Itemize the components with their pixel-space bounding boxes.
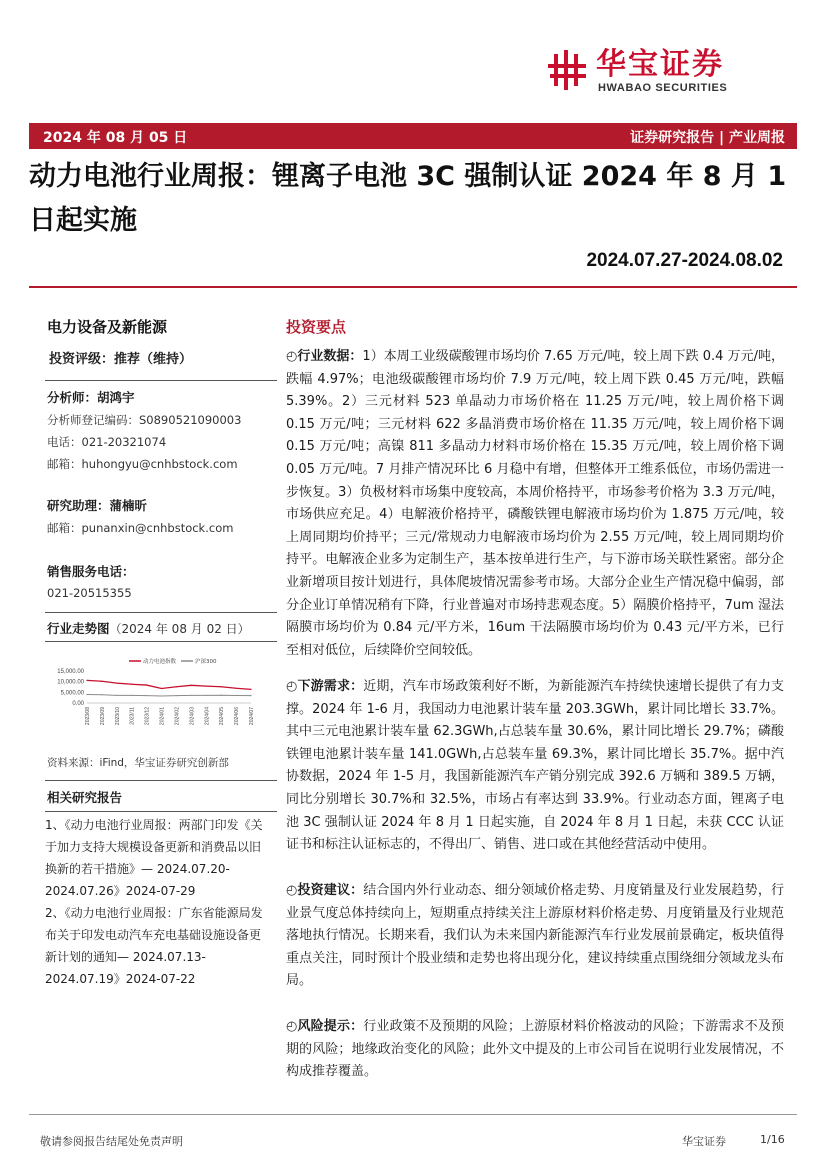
data-point: [146, 684, 147, 685]
analyst-email[interactable]: 邮箱：huhongyu@cnhbstock.com: [47, 457, 238, 471]
risk-warning-paragraph: [286, 1016, 784, 1084]
report-type: 证券研究报告 | 产业周报: [630, 130, 785, 146]
data-point: [191, 685, 192, 686]
x-tick-label: 2023/11: [129, 707, 136, 725]
report-title: 动力电池行业周报：锂离子电池 3C 强制认证 2024 年 8 月 1 日起实施: [29, 161, 787, 236]
y-tick-label: 0.00: [72, 701, 84, 707]
para-label: 下游需求：: [297, 679, 364, 694]
data-point: [191, 695, 192, 696]
footer-brand: 华宝证券: [682, 1135, 726, 1148]
analyst-reg: 分析师登记编码：S0890521090003: [47, 413, 242, 427]
divider: [45, 641, 277, 642]
assistant-email[interactable]: 邮箱：punanxin@cnhbstock.com: [47, 521, 234, 535]
hwabao-logo-icon: [548, 50, 588, 90]
related-title: 相关研究报告: [47, 790, 123, 805]
para-text: 近期，汽车市场政策利好不断，为新能源汽车持续快速增长提供了有力支撑。2024 年 1-6 月，我国动力电池累计装车量 203.3GWh，累计同比增长 33.7%。其中三元电池累计装车量 62.3GWh,占总装车量 30.6%，累计同比增长 29.7%；磷酸铁锂电池累计装车量 141.0GWh,占总装车量 69.3%，累计同比增长 35.7%。据中汽协数据，2024 年 1-5 月，我国新能源汽车产销分别完成 392.6 万辆和 389.5 万辆，同比分别增长 30.7%和 32.5%，市场占有率达到 33.9%。行业动态方面，锂离子电池 3C 强制认证 2024 年 8 月 1 日起实施，自 2024 年 8 月 1 日起，未获 CCC 认证证书和标注认证标志的，不得出厂、销售、进口或在其他经营活动中使用。: [286, 679, 784, 853]
data-point: [206, 686, 207, 687]
analyst-label: 分析师：胡鸿宇: [47, 390, 135, 405]
series-line: [87, 680, 251, 689]
data-point: [131, 684, 132, 685]
trend-date: （2024 年 08 月 02 日）: [109, 622, 250, 636]
series-line: [87, 694, 251, 695]
x-tick-label: 2024/02: [174, 707, 181, 726]
industry-data-paragraph: [286, 346, 784, 662]
para-label: 行业数据：: [297, 349, 363, 364]
data-point: [101, 681, 102, 682]
report-date: 2024 年 08 月 05 日: [43, 130, 188, 146]
data-point: [250, 689, 251, 690]
data-point: [176, 686, 177, 687]
data-point: [131, 695, 132, 696]
x-tick-label: 2023/10: [114, 707, 121, 726]
para-label: 风险提示：: [297, 1019, 364, 1034]
para-text: 1）本周工业级碳酸锂市场均价 7.65 万元/吨，较上周下跌 0.4 万元/吨，跌幅 4.97%；电池级碳酸锂市场均价 7.9 万元/吨，较上周下跌 0.45 万元/吨，跌幅 5.39%。2）三元材料 523 单晶动力市场价格在 11.25 万元/吨，较上周价格下调 0.15 万元/吨；三元材料 622 多晶消费市场价格在 11.35 万元/吨，较上周价格下调 0.15 万元/吨；高镍 811 多晶动力材料市场价格在 15.35 万元/吨，较上周价格下调 0.05 万元/吨。7 月排产情况环比 6 月稳中有增，但整体开工维系低位，市场仍需进一步恢复。3）负极材料市场集中度较高，本周价格持平，市场参考价格为 3.3 万元/吨，市场供应充足。4）电解液价格持平，磷酸铁锂电解液市场均价为 1.875 万元/吨，较上周同期均价持平；三元/常规动力电解液市场均价为 2.55 万元/吨，较上周同期均价持平。电解液企业多为定制生产，基本按单进行生产，与下游市场关联性紧密。部分企业新增项目按计划进行，具体爬坡情况需参考市场。大部分企业生产情况稳中偏弱，部分企业订单情况稍有下降，行业普遍对市场持悲观态度。5）隔膜价格持平，7um 湿法隔膜市场均价为 0.84 元/平方米，16um 干法隔膜市场均价为 0.43 元/平方米，已行至相对低位，后续降价空间较低。: [286, 349, 784, 658]
para-text: 行业政策不及预期的风险；上游原材料价格波动的风险；下游需求不及预期的风险；地缘政治变化的风险；此外文中提及的上市公司旨在说明行业发展情况，不构成推荐覆盖。: [286, 1019, 784, 1080]
related-item[interactable]: 2、《动力电池行业周报：广东省能源局发布关于印发电动汽车充电基础设施设备更新计划的通知— 2024.07.13-2024.07.19》2024-07-22: [45, 906, 263, 986]
downstream-demand-paragraph: [286, 676, 784, 857]
investment-rating: 投资评级：推荐（维持）: [49, 352, 193, 367]
analyst-phone: 电话：021-20321074: [47, 435, 167, 449]
data-point: [221, 695, 222, 696]
data-point: [235, 688, 236, 689]
clock-bullet-icon: ◴: [286, 679, 298, 694]
divider: [45, 811, 277, 812]
related-item[interactable]: 1、《动力电池行业周报：两部门印发《关于加力支持大规模设备更新和消费品以旧换新的若干措施》— 2024.07.20-2024.07.26》2024-07-29: [45, 818, 263, 898]
trend-title: 行业走势图: [47, 621, 110, 636]
trend-title-row: [47, 618, 250, 637]
divider: [45, 380, 277, 381]
divider: [45, 780, 277, 781]
legend-label: 沪深300: [195, 659, 217, 665]
header-bar: [29, 123, 797, 149]
x-tick-label: 2023/08: [85, 707, 91, 726]
y-tick-label: 5,000.00: [60, 690, 84, 697]
data-point: [161, 688, 162, 689]
x-tick-label: 2024/07: [249, 707, 255, 726]
y-tick-label: 10,000.00: [57, 679, 84, 686]
chart-source: 资料来源：iFind，华宝证券研究创新部: [47, 757, 229, 769]
clock-bullet-icon: ◴: [286, 1019, 298, 1034]
para-label: 投资建议：: [297, 883, 364, 898]
x-tick-label: 2023/12: [144, 707, 151, 726]
data-point: [206, 695, 207, 696]
brand-name-cn: 华宝证券: [596, 47, 724, 82]
x-tick-label: 2024/03: [189, 707, 196, 726]
data-point: [116, 683, 117, 684]
x-tick-label: 2024/05: [219, 707, 226, 726]
company-logo: [548, 46, 778, 100]
clock-bullet-icon: ◴: [286, 883, 298, 898]
brand-name-en: HWABAO SECURITIES: [598, 82, 728, 94]
data-point: [146, 695, 147, 696]
sales-phone: 021-20515355: [47, 586, 132, 600]
x-tick-label: 2024/04: [204, 707, 211, 726]
data-point: [176, 695, 177, 696]
data-point: [86, 694, 87, 695]
report-period: 2024.07.27-2024.08.02: [586, 250, 783, 271]
data-point: [86, 680, 87, 681]
data-point: [116, 695, 117, 696]
data-point: [235, 695, 236, 696]
x-tick-label: 2024/01: [159, 707, 166, 726]
section-title: 投资要点: [286, 318, 347, 336]
sector-name: 电力设备及新能源: [47, 318, 168, 336]
x-tick-label: 2023/09: [99, 707, 106, 726]
data-point: [221, 686, 222, 687]
data-point: [161, 695, 162, 696]
industry-trend-chart: [45, 655, 255, 745]
legend-label: 动力电池指数: [143, 659, 177, 665]
disclaimer-note: 敬请参阅报告结尾处免责声明: [40, 1135, 183, 1148]
investment-advice-paragraph: [286, 880, 784, 993]
x-tick-label: 2024/06: [234, 707, 241, 726]
footer-divider: [29, 1114, 797, 1115]
sales-label: 销售服务电话：: [47, 564, 135, 579]
clock-bullet-icon: ◴: [286, 349, 298, 364]
data-point: [250, 695, 251, 696]
para-text: 结合国内外行业动态、细分领域价格走势、月度销量及行业发展趋势，行业景气度总体持续向上，短期重点持续关注上游原材料价格走势、月度销量及行业规范落地执行情况。长期来看，我们认为未来国内新能源汽车行业发展前景确定，板块值得重点关注，同时预计个股业绩和走势也将出现分化，建议持续重点围绕细分领域龙头布局。: [286, 883, 784, 989]
page-number: 1/16: [760, 1133, 785, 1146]
divider: [45, 612, 277, 613]
divider: [29, 286, 797, 288]
assistant-label: 研究助理：蒲楠昕: [47, 498, 148, 513]
data-point: [101, 694, 102, 695]
y-tick-label: 15,000.00: [57, 669, 84, 675]
